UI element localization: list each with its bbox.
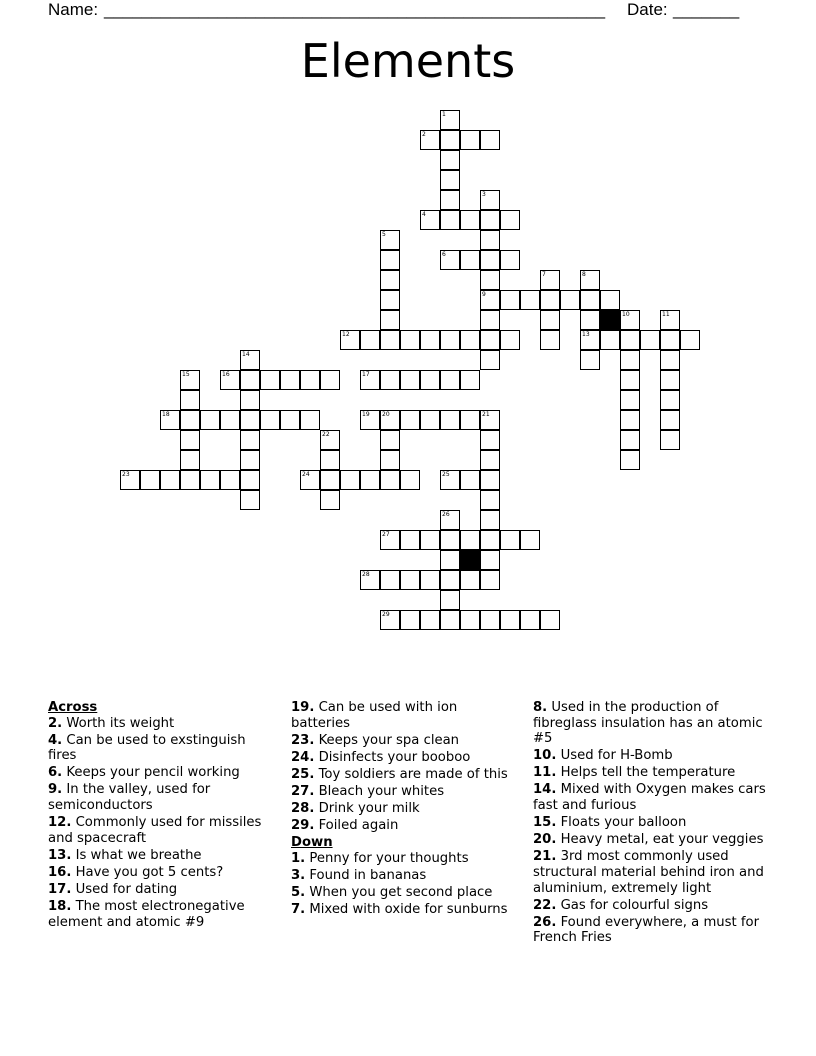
- clue-text: Disinfects your booboo: [314, 749, 471, 765]
- crossword-cell[interactable]: [320, 430, 340, 450]
- crossword-cell[interactable]: [460, 370, 480, 390]
- crossword-cell[interactable]: [660, 370, 680, 390]
- clue-num: 7.: [291, 902, 306, 918]
- clue-num: 13.: [48, 847, 72, 863]
- crossword-cell[interactable]: [380, 270, 400, 290]
- crossword-cell[interactable]: [280, 410, 300, 430]
- crossword-cell[interactable]: [380, 450, 400, 470]
- crossword-cell[interactable]: [320, 490, 340, 510]
- crossword-cell[interactable]: [440, 190, 460, 210]
- crossword-cell[interactable]: [480, 190, 500, 210]
- crossword-cell[interactable]: [680, 330, 700, 350]
- crossword-cell[interactable]: [360, 330, 380, 350]
- clue-text: Penny for your thoughts: [305, 850, 469, 866]
- across-clue-list-continued: [291, 700, 519, 834]
- crossword-cell[interactable]: [280, 370, 300, 390]
- clue-number: 3: [482, 191, 486, 198]
- crossword-cell[interactable]: [480, 290, 500, 310]
- crossword-cell[interactable]: [240, 390, 260, 410]
- crossword-cell[interactable]: [480, 450, 500, 470]
- crossword-cell[interactable]: [440, 510, 460, 530]
- clue-num: 23.: [291, 732, 315, 748]
- crossword-cell[interactable]: [360, 370, 380, 390]
- crossword-cell[interactable]: [520, 530, 540, 550]
- crossword-cell[interactable]: [380, 570, 400, 590]
- clue-text: Can be used with ion batteries: [291, 700, 458, 731]
- crossword-cell[interactable]: [220, 370, 240, 390]
- crossword-cell[interactable]: [440, 250, 460, 270]
- crossword-cell[interactable]: [540, 330, 560, 350]
- crossword-cell[interactable]: [460, 410, 480, 430]
- crossword-cell[interactable]: [520, 290, 540, 310]
- clue-item: [533, 832, 773, 848]
- clue-text: Used for dating: [71, 882, 178, 898]
- clue-item: [291, 801, 519, 817]
- clue-item: [48, 733, 273, 764]
- clue-number: 17: [362, 371, 370, 378]
- crossword-cell[interactable]: [180, 450, 200, 470]
- clue-text: Worth its weight: [62, 715, 175, 731]
- crossword-cell[interactable]: [440, 610, 460, 630]
- across-heading: Across: [48, 700, 98, 715]
- clue-number: 4: [422, 211, 426, 218]
- clue-text: Can be used to exstinguish fires: [48, 732, 246, 764]
- clue-num: 25.: [291, 766, 315, 782]
- clue-num: 24.: [291, 749, 315, 765]
- clue-text: Helps tell the temperature: [556, 765, 736, 781]
- clue-item: [291, 885, 519, 901]
- clues-column-2: [291, 700, 519, 919]
- crossword-cell[interactable]: [200, 410, 220, 430]
- crossword-cell[interactable]: [440, 170, 460, 190]
- clue-num: 15.: [533, 815, 557, 831]
- clue-item: [533, 915, 773, 946]
- name-line[interactable]: _____________________________________________________: [104, 0, 606, 19]
- clue-number: 22: [322, 431, 330, 438]
- clue-text: Found in bananas: [305, 867, 427, 883]
- crossword-cell[interactable]: [660, 350, 680, 370]
- crossword-cell[interactable]: [540, 610, 560, 630]
- crossword-cell[interactable]: [260, 410, 280, 430]
- crossword-cell[interactable]: [420, 370, 440, 390]
- crossword-cell[interactable]: [440, 570, 460, 590]
- clue-item: [48, 848, 273, 864]
- clue-item: [48, 865, 273, 881]
- crossword-cell[interactable]: [440, 410, 460, 430]
- clue-item: [291, 818, 519, 834]
- clue-num: 17.: [48, 882, 72, 898]
- crossword-cell[interactable]: [580, 310, 600, 330]
- clue-number: 24: [302, 471, 310, 478]
- crossword-cell[interactable]: [480, 210, 500, 230]
- crossword-cell[interactable]: [500, 250, 520, 270]
- crossword-cell[interactable]: [400, 570, 420, 590]
- clue-number: 1: [442, 111, 446, 118]
- clue-num: 19.: [291, 700, 315, 715]
- across-clue-list: [48, 716, 273, 931]
- clue-item: [48, 716, 273, 732]
- crossword-cell[interactable]: [540, 270, 560, 290]
- crossword-cell[interactable]: [660, 430, 680, 450]
- clue-num: 26.: [533, 914, 557, 930]
- clue-text: Keeps your spa clean: [314, 732, 460, 748]
- name-label: Name:: [48, 0, 99, 19]
- crossword-cell[interactable]: [440, 150, 460, 170]
- clue-item: [533, 815, 773, 831]
- clue-number: 26: [442, 511, 450, 518]
- clue-num: 1.: [291, 850, 306, 866]
- crossword-cell[interactable]: [180, 470, 200, 490]
- clue-number: 8: [582, 271, 586, 278]
- crossword-cell[interactable]: [260, 370, 280, 390]
- crossword-cell[interactable]: [480, 230, 500, 250]
- clue-item: [48, 782, 273, 813]
- crossword-cell[interactable]: [500, 210, 520, 230]
- clue-text: 3rd most commonly used structural material behind iron and aluminium, extremely light: [533, 849, 764, 896]
- crossword-cell[interactable]: [360, 410, 380, 430]
- clue-num: 18.: [48, 899, 72, 915]
- clue-number: 23: [122, 471, 130, 478]
- crossword-cell[interactable]: [200, 470, 220, 490]
- crossword-cell[interactable]: [460, 210, 480, 230]
- crossword-cell[interactable]: [460, 610, 480, 630]
- crossword-cell[interactable]: [120, 470, 140, 490]
- clue-number: 2: [422, 131, 426, 138]
- crossword-cell[interactable]: [160, 470, 180, 490]
- crossword-cell[interactable]: [480, 310, 500, 330]
- clue-number: 11: [662, 311, 670, 318]
- crossword-cell[interactable]: [440, 370, 460, 390]
- crossword-cell[interactable]: [620, 430, 640, 450]
- clue-number: 21: [482, 411, 490, 418]
- crossword-cell[interactable]: [400, 410, 420, 430]
- clue-number: 14: [242, 351, 250, 358]
- clue-num: 6.: [48, 765, 63, 781]
- crossword-cell[interactable]: [480, 610, 500, 630]
- clue-number: 20: [382, 411, 390, 418]
- clue-num: 22.: [533, 897, 557, 913]
- clue-text: The most electronegative element and atomic #9: [48, 899, 245, 930]
- clue-text: Bleach your whites: [314, 783, 445, 799]
- clue-number: 28: [362, 571, 370, 578]
- crossword-cell[interactable]: [420, 210, 440, 230]
- crossword-cell[interactable]: [480, 570, 500, 590]
- crossword-cell[interactable]: [400, 330, 420, 350]
- crossword-cell[interactable]: [500, 610, 520, 630]
- crossword-cell[interactable]: [620, 390, 640, 410]
- clue-text: Gas for colourful signs: [556, 897, 709, 913]
- clue-item: [48, 765, 273, 781]
- crossword-cell[interactable]: [640, 330, 660, 350]
- crossword-cell[interactable]: [480, 250, 500, 270]
- crossword-cell[interactable]: [360, 470, 380, 490]
- clue-item: [291, 750, 519, 766]
- crossword-cell[interactable]: [380, 470, 400, 490]
- crossword-cell[interactable]: [420, 570, 440, 590]
- clue-number: 25: [442, 471, 450, 478]
- crossword-cell[interactable]: [240, 450, 260, 470]
- clue-item: [533, 765, 773, 781]
- clue-number: 9: [482, 291, 486, 298]
- crossword-cell[interactable]: [380, 250, 400, 270]
- clue-number: 7: [542, 271, 546, 278]
- clue-number: 10: [622, 311, 630, 318]
- crossword-cell[interactable]: [500, 530, 520, 550]
- clue-number: 19: [362, 411, 370, 418]
- clue-text: Used for H-Bomb: [556, 748, 673, 764]
- crossword-cell[interactable]: [600, 290, 620, 310]
- clue-num: 12.: [48, 815, 72, 831]
- down-clue-list-continued: [533, 700, 773, 946]
- clue-item: [291, 700, 519, 731]
- clue-num: 27.: [291, 783, 315, 799]
- crossword-cell[interactable]: [240, 350, 260, 370]
- crossword-cell[interactable]: [500, 290, 520, 310]
- crossword-cell[interactable]: [380, 290, 400, 310]
- crossword-cell[interactable]: [480, 130, 500, 150]
- clue-item: [48, 899, 273, 930]
- crossword-cell[interactable]: [380, 530, 400, 550]
- crossword-cell[interactable]: [420, 410, 440, 430]
- clue-text: Foiled again: [314, 818, 399, 834]
- clues-column-3: [533, 700, 773, 947]
- clue-num: 2.: [48, 715, 63, 731]
- crossword-cell[interactable]: [300, 470, 320, 490]
- clue-item: [533, 782, 773, 813]
- clue-num: 28.: [291, 801, 315, 817]
- clue-item: [533, 898, 773, 914]
- crossword-cell[interactable]: [400, 470, 420, 490]
- crossword-cell[interactable]: [480, 350, 500, 370]
- crossword-cell[interactable]: [440, 330, 460, 350]
- crossword-cell[interactable]: [440, 530, 460, 550]
- crossword-cell[interactable]: [620, 410, 640, 430]
- crossword-cell[interactable]: [240, 370, 260, 390]
- crossword-cell[interactable]: [480, 530, 500, 550]
- clue-text: Mixed with Oxygen makes cars fast and furious: [533, 782, 766, 814]
- crossword-cell[interactable]: [440, 470, 460, 490]
- clue-item: [291, 784, 519, 800]
- clue-text: Found everywhere, a must for French Fries: [533, 914, 760, 946]
- crossword-cell[interactable]: [460, 130, 480, 150]
- crossword-cell[interactable]: [620, 350, 640, 370]
- down-heading: Down: [291, 835, 333, 851]
- clue-num: 10.: [533, 748, 557, 764]
- crossword-cell[interactable]: [240, 430, 260, 450]
- crossword-cell[interactable]: [460, 570, 480, 590]
- clue-text: Keeps your pencil working: [62, 765, 240, 781]
- crossword-cell[interactable]: [180, 410, 200, 430]
- clue-text: Drink your milk: [314, 801, 420, 817]
- crossword-cell[interactable]: [380, 610, 400, 630]
- crossword-cell[interactable]: [580, 270, 600, 290]
- clue-text: Toy soldiers are made of this: [314, 766, 508, 782]
- crossword-cell[interactable]: [240, 490, 260, 510]
- clue-text: Have you got 5 cents?: [71, 864, 224, 880]
- clue-num: 11.: [533, 765, 557, 781]
- crossword-cell[interactable]: [460, 470, 480, 490]
- date-line[interactable]: _______: [673, 0, 740, 19]
- crossword-cell[interactable]: [660, 330, 680, 350]
- clue-number: 6: [442, 251, 446, 258]
- clue-num: 3.: [291, 867, 306, 883]
- crossword-cell[interactable]: [460, 330, 480, 350]
- crossword-cell[interactable]: [340, 470, 360, 490]
- page-title: Elements: [300, 34, 516, 88]
- crossword-cell[interactable]: [660, 390, 680, 410]
- crossword-cell[interactable]: [660, 410, 680, 430]
- clue-num: 29.: [291, 818, 315, 834]
- crossword-cell[interactable]: [420, 330, 440, 350]
- crossword-cell[interactable]: [600, 330, 620, 350]
- crossword-cell[interactable]: [580, 290, 600, 310]
- clue-text: Used in the production of fibreglass insulation has an atomic #5: [533, 700, 763, 747]
- clue-num: 5.: [291, 885, 306, 901]
- clue-text: Commonly used for missiles and spacecraft: [48, 815, 262, 846]
- crossword-cell[interactable]: [380, 330, 400, 350]
- clue-item: [48, 882, 273, 898]
- clue-num: 21.: [533, 849, 557, 865]
- clue-number: 12: [342, 331, 350, 338]
- clue-item: [291, 902, 519, 918]
- crossword-cell[interactable]: [400, 530, 420, 550]
- crossword-cell[interactable]: [620, 330, 640, 350]
- crossword-cell[interactable]: [620, 370, 640, 390]
- crossword-cell[interactable]: [320, 370, 340, 390]
- crossword-cell[interactable]: [380, 430, 400, 450]
- crossword-cell[interactable]: [620, 310, 640, 330]
- crossword-cell[interactable]: [400, 610, 420, 630]
- clue-item: [533, 700, 773, 747]
- crossword-cell[interactable]: [440, 130, 460, 150]
- clue-item: [291, 868, 519, 884]
- clue-num: 8.: [533, 700, 548, 715]
- crossword-cell[interactable]: [560, 290, 580, 310]
- clue-item: [291, 767, 519, 783]
- clue-number: 29: [382, 611, 390, 618]
- clue-num: 16.: [48, 864, 72, 880]
- crossword-cell[interactable]: [340, 330, 360, 350]
- crossword-cell[interactable]: [620, 450, 640, 470]
- clue-item: [533, 849, 773, 896]
- clue-number: 5: [382, 231, 386, 238]
- crossword-cell[interactable]: [480, 430, 500, 450]
- crossword-cell[interactable]: [440, 550, 460, 570]
- crossword-cell[interactable]: [400, 370, 420, 390]
- crossword-cell[interactable]: [480, 330, 500, 350]
- crossword-cell[interactable]: [480, 510, 500, 530]
- crossword-cell[interactable]: [180, 390, 200, 410]
- clue-text: Heavy metal, eat your veggies: [556, 832, 764, 848]
- clue-num: 9.: [48, 782, 63, 798]
- clue-item: [291, 733, 519, 749]
- crossword-cell[interactable]: [140, 470, 160, 490]
- crossword-cell[interactable]: [380, 410, 400, 430]
- date-label: Date:: [627, 0, 668, 19]
- crossword-cell[interactable]: [440, 590, 460, 610]
- clue-item: [291, 851, 519, 867]
- crossword-cell[interactable]: [180, 370, 200, 390]
- clue-number: 15: [182, 371, 190, 378]
- crossword-cell[interactable]: [480, 270, 500, 290]
- crossword-cell[interactable]: [300, 410, 320, 430]
- crossword-cell[interactable]: [180, 430, 200, 450]
- crossword-cell[interactable]: [580, 330, 600, 350]
- crossword-cell[interactable]: [240, 470, 260, 490]
- down-clue-list: [291, 851, 519, 918]
- crossword-cell[interactable]: [380, 230, 400, 250]
- clue-item: [533, 748, 773, 764]
- crossword-cell[interactable]: [460, 250, 480, 270]
- clue-text: Floats your balloon: [556, 815, 687, 831]
- clue-num: 4.: [48, 732, 63, 748]
- crossword-cell[interactable]: [420, 130, 440, 150]
- crossword-cell[interactable]: [580, 350, 600, 370]
- clue-num: 20.: [533, 832, 557, 848]
- clue-item: [48, 815, 273, 846]
- crossword-cell[interactable]: [440, 210, 460, 230]
- crossword-cell[interactable]: [480, 410, 500, 430]
- crossword-cell[interactable]: [480, 550, 500, 570]
- crossword-cell[interactable]: [480, 470, 500, 490]
- crossword-cell[interactable]: [420, 610, 440, 630]
- clue-number: 13: [582, 331, 590, 338]
- crossword-cell[interactable]: [380, 310, 400, 330]
- clue-text: In the valley, used for semiconductors: [48, 782, 211, 814]
- crossword-cell[interactable]: [160, 410, 180, 430]
- crossword-cell[interactable]: [440, 110, 460, 130]
- crossword-cell[interactable]: [460, 530, 480, 550]
- crossword-cell[interactable]: [220, 470, 240, 490]
- crossword-cell[interactable]: [660, 310, 680, 330]
- crossword-cell[interactable]: [320, 470, 340, 490]
- black-cell: [460, 550, 480, 570]
- crossword-cell[interactable]: [240, 410, 260, 430]
- crossword-cell[interactable]: [540, 310, 560, 330]
- clue-number: 27: [382, 531, 390, 538]
- crossword-cell[interactable]: [360, 570, 380, 590]
- clue-text: Is what we breathe: [71, 847, 202, 863]
- clue-text: Mixed with oxide for sunburns: [305, 902, 508, 918]
- clue-number: 18: [162, 411, 170, 418]
- crossword-cell[interactable]: [320, 450, 340, 470]
- crossword-cell[interactable]: [480, 490, 500, 510]
- crossword-cell[interactable]: [220, 410, 240, 430]
- crossword-cell[interactable]: [420, 530, 440, 550]
- clue-number: 16: [222, 371, 230, 378]
- crossword-cell[interactable]: [500, 330, 520, 350]
- crossword-cell[interactable]: [380, 370, 400, 390]
- black-cell: [600, 310, 620, 330]
- crossword-cell[interactable]: [300, 370, 320, 390]
- crossword-cell[interactable]: [520, 610, 540, 630]
- clues-column-1: [48, 700, 273, 932]
- crossword-cell[interactable]: [540, 290, 560, 310]
- clue-text: When you get second place: [305, 885, 493, 901]
- clue-num: 14.: [533, 782, 557, 798]
